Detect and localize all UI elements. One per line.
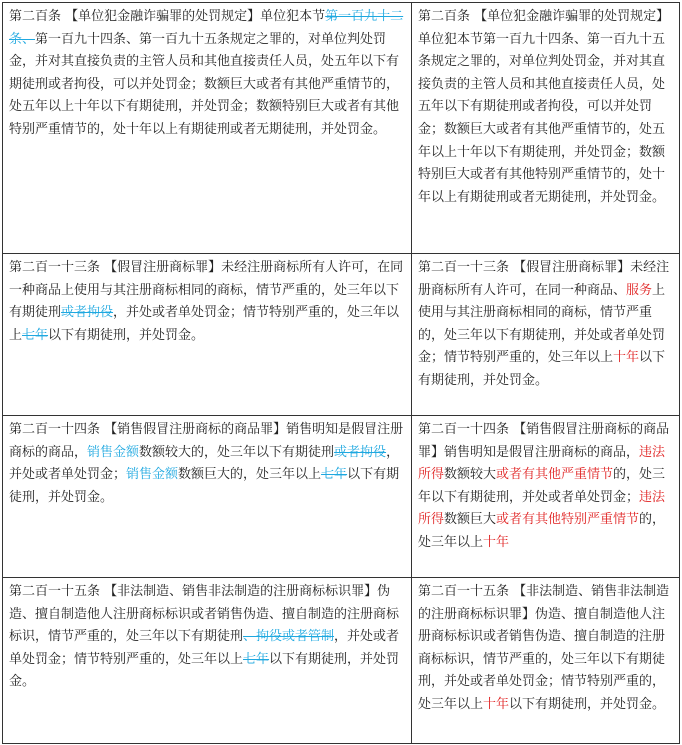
new-text-cell bbox=[412, 578, 680, 744]
clause-text: 以下有期徒刑，并处罚金。 bbox=[48, 327, 205, 343]
new-text-cell bbox=[412, 416, 680, 578]
clause-text: ，并处或者单处罚金；情节特别严重的，处三年以上 bbox=[9, 305, 400, 343]
deleted-text: 、拘役或者管制 bbox=[243, 629, 335, 645]
clause-text: 第二百一十三条 【假冒注册商标罪】未经注册商标所有人许可，在同一种商品上使用与其注册商标相同的商标，情节严重的，处三年以下有期徒刑 bbox=[9, 260, 404, 321]
inserted-text: 销售金额 bbox=[87, 444, 140, 460]
clause-text: 第二百条 【单位犯金融诈骗罪的处罚规定】单位犯本节第一百九十四条、第一百九十五条规定之罪的，对单位判处罚金，并对其直接负责的主管人员和其他直接责任人员，处五年以下有期徒刑或者拘役，可以并处罚金；数额巨大或者有其他严重情节的，处五年以上十年以下有期徒刑，并处罚金；数额特别巨大或者有其他特别严重情节的，处十年以上有期徒刑或者无期徒刑，并处罚金。 bbox=[418, 9, 670, 205]
deleted-text: 七年 bbox=[243, 651, 270, 667]
added-text: 十年 bbox=[483, 696, 510, 712]
clause-text: 的，处三年以上 bbox=[418, 512, 666, 550]
clause-text: 第二百一十五条 【非法制造、销售非法制造的注册商标标识罪】伪造、擅自制造他人注册商标标识或者销售伪造、擅自制造的注册商标标识，情节严重的，处三年以下有期徒刑，并处或者单处罚金；情节特别严重的，处三年以上 bbox=[418, 584, 670, 712]
clause-text: 数额较大的，处三年以下有期徒刑 bbox=[139, 444, 335, 460]
clause-text: 以下有期徒刑，并处罚金。 bbox=[9, 467, 400, 505]
added-text: 违法所得 bbox=[418, 489, 666, 528]
clause-text: 第二百一十三条 【假冒注册商标罪】未经注册商标所有人许可，在同一种商品、 bbox=[418, 260, 670, 298]
clause-text: ，并处或者单处罚金；情节特别严重的，处三年以上 bbox=[9, 629, 400, 667]
old-text-cell bbox=[3, 578, 412, 744]
added-text: 违法所得 bbox=[418, 444, 666, 483]
old-text-cell bbox=[3, 254, 412, 416]
inserted-text: 销售金额 bbox=[126, 467, 179, 483]
clause-text: 数额巨大的，处三年以上 bbox=[178, 467, 322, 483]
table-row-article-200 bbox=[3, 3, 680, 254]
deleted-text: 七年 bbox=[22, 327, 49, 343]
new-text-cell bbox=[412, 254, 680, 416]
deleted-text: 或者拘役 bbox=[334, 444, 387, 460]
added-text: 十年 bbox=[613, 350, 640, 366]
clause-text: 第二百一十四条 【销售假冒注册商标的商品罪】销售明知是假冒注册商标的商品， bbox=[418, 422, 670, 460]
deleted-text: 第一百九十二条、 bbox=[9, 9, 404, 47]
added-text: 或者有其他特别严重情节 bbox=[496, 512, 640, 528]
added-text: 十年 bbox=[483, 534, 510, 550]
clause-text: 第二百一十四条 【销售假冒注册商标的商品罪】销售明知是假冒注册商标的商品， bbox=[9, 422, 404, 460]
table-row-article-214 bbox=[3, 416, 680, 578]
new-text-cell bbox=[412, 3, 680, 254]
table-row-article-215 bbox=[3, 578, 680, 744]
old-text-cell bbox=[3, 3, 412, 254]
clause-text: 第二百一十五条 【非法制造、销售非法制造的注册商标标识罪】伪造、擅自制造他人注册商标标识或者销售伪造、擅自制造的注册商标标识，情节严重的，处三年以下有期徒刑 bbox=[9, 584, 400, 645]
deleted-text: 七年 bbox=[321, 467, 348, 483]
table-row-article-213 bbox=[3, 254, 680, 416]
deleted-text: 或者拘役 bbox=[61, 305, 114, 321]
clause-text: 数额较大 bbox=[444, 467, 497, 483]
clause-text: 数额巨大 bbox=[444, 512, 497, 528]
added-text: 服务 bbox=[626, 282, 653, 298]
clause-text: 上使用与其注册商标相同的商标，情节严重的，处三年以下有期徒刑，并处或者单处罚金；情节特别严重的，处三年以上 bbox=[418, 282, 666, 366]
clause-text: 第二百条 【单位犯金融诈骗罪的处罚规定】单位犯本节 bbox=[9, 9, 326, 24]
clause-text: 以下有期徒刑，并处罚金。 bbox=[418, 350, 666, 388]
old-text-cell bbox=[3, 416, 412, 578]
added-text: 或者有其他严重情节 bbox=[496, 467, 614, 483]
clause-text: 第一百九十四条、第一百九十五条规定之罪的，对单位判处罚金，并对其直接负责的主管人员和其他直接责任人员，处五年以下有期徒刑或者拘役，可以并处罚金；数额巨大或者有其他严重情节的，处五年以上十年以下有期徒刑，并处罚金；数额特别巨大或者有其他特别严重情节的，处十年以上有期徒刑或者无期徒刑，并处罚金。 bbox=[9, 31, 400, 137]
clause-text: 以下有期徒刑，并处罚金。 bbox=[9, 651, 400, 690]
clause-text: ，并处或者单处罚金； bbox=[9, 444, 400, 483]
clause-text: 的，处三年以下有期徒刑，并处或者单处罚金； bbox=[418, 467, 666, 505]
clause-text: 以下有期徒刑，并处罚金。 bbox=[509, 696, 666, 712]
law-comparison-table bbox=[2, 2, 680, 744]
